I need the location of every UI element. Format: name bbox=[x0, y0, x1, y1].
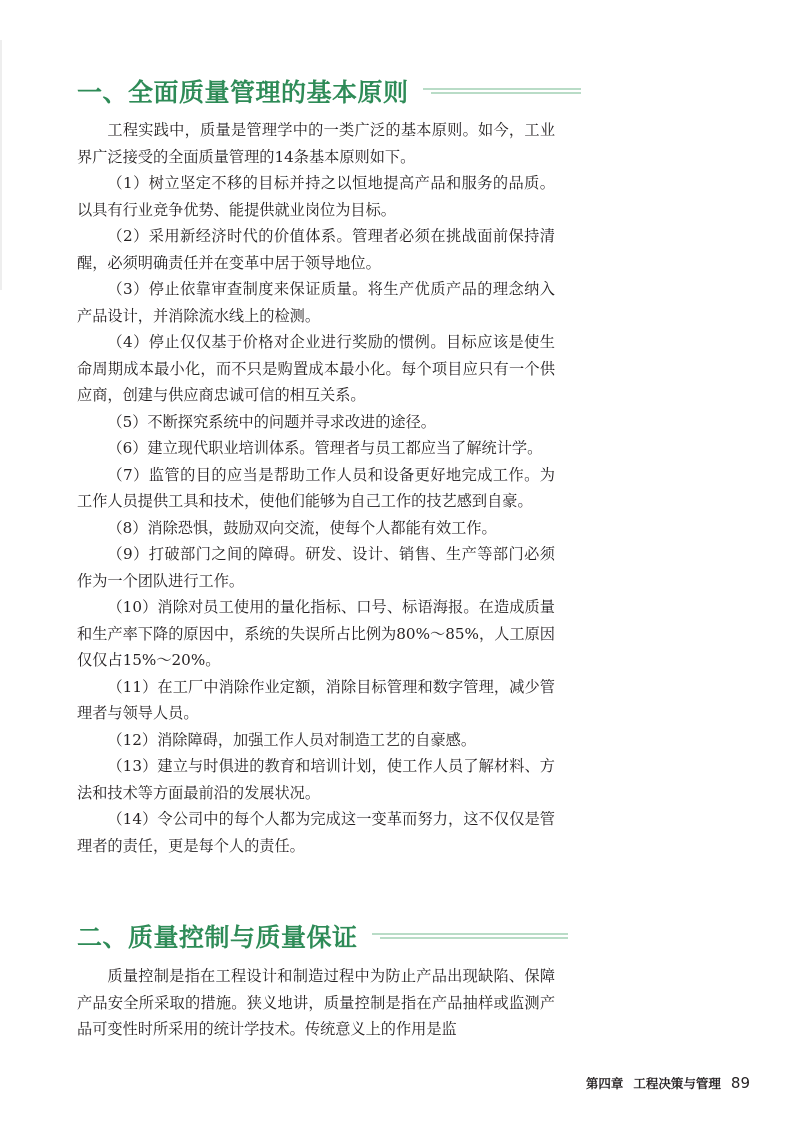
principle-item: （14）令公司中的每个人都为完成这一变革而努力，这不仅仅是管理者的责任，更是每个人的责任。 bbox=[77, 810, 555, 855]
page-number: 89 bbox=[730, 1074, 750, 1092]
principle-item: （11）在工厂中消除作业定额，消除目标管理和数字管理，减少管理者与领导人员。 bbox=[77, 677, 555, 722]
principle-item: （8）消除恐惧，鼓励双向交流，使每个人都能有效工作。 bbox=[107, 518, 497, 537]
principle-item: （10）消除对员工使用的量化指标、口号、标语海报。在造成质量和生产率下降的原因中，系统的失误所占比例为80%～85%，人工原因仅仅占15%～20%。 bbox=[77, 598, 555, 669]
section1-heading bbox=[77, 73, 581, 109]
principle-item: （3）停止依靠审查制度来保证质量。将生产优质产品的理念纳入产品设计，并消除流水线上的检测。 bbox=[77, 280, 555, 325]
principle-item: （9）打破部门之间的障碍。研发、设计、销售、生产等部门必须作为一个团队进行工作。 bbox=[77, 545, 555, 590]
principle-item: （6）建立现代职业培训体系。管理者与员工都应当了解统计学。 bbox=[107, 439, 543, 457]
principle-item: （2）采用新经济时代的价值体系。管理者必须在挑战面前保持清醒，必须明确责任并在变革中居于领导地位。 bbox=[77, 227, 555, 272]
page-edge-mark bbox=[0, 40, 2, 290]
paragraph: 工程实践中，质量是管理学中的一类广泛的基本原则。如今，工业界广泛接受的全面质量管理的14条基本原则如下。 bbox=[77, 121, 555, 166]
principle-item: （1）树立坚定不移的目标并持之以恒地提高产品和服务的品质。以具有行业竞争优势、能提供就业岗位为目标。 bbox=[77, 174, 555, 219]
principle-item: （13）建立与时俱进的教育和培训计划，使工作人员了解材料、方法和技术等方面最前沿的发展状况。 bbox=[77, 757, 555, 802]
principle-item: （7）监管的目的应当是帮助工作人员和设备更好地完成工作。为工作人员提供工具和技术，使他们能够为自己工作的技艺感到自豪。 bbox=[77, 465, 555, 510]
section2-title: 二、质量控制与质量保证 bbox=[77, 923, 358, 952]
page-footer bbox=[586, 1074, 750, 1092]
section1-body bbox=[77, 117, 555, 859]
principle-item: （4）停止仅仅基于价格对企业进行奖励的惯例。目标应该是使生命周期成本最小化，而不只是购置成本最小化。每个项目应只有一个供应商，创建与供应商忠诚可信的相互关系。 bbox=[77, 333, 555, 404]
footer-chapter: 第四章 bbox=[585, 1076, 624, 1091]
section2-title-rule bbox=[372, 933, 568, 939]
section2-body bbox=[77, 963, 555, 1043]
footer-chapter-title: 工程决策与管理 bbox=[633, 1076, 721, 1091]
section1-title-rule bbox=[423, 88, 581, 94]
section1-title: 一、全面质量管理的基本原则 bbox=[77, 78, 409, 107]
paragraph: 质量控制是指在工程设计和制造过程中为防止产品出现缺陷、保障产品安全所采取的措施。狭义地讲，质量控制是指在产品抽样或监测产品可变性时所采用的统计学技术。传统意义上的作用是监 bbox=[77, 967, 555, 1038]
principle-item: （5）不断探究系统中的问题并寻求改进的途径。 bbox=[107, 412, 436, 431]
principle-item: （12）消除障碍，加强工作人员对制造工艺的自豪感。 bbox=[107, 730, 477, 749]
section2-heading bbox=[77, 918, 568, 954]
